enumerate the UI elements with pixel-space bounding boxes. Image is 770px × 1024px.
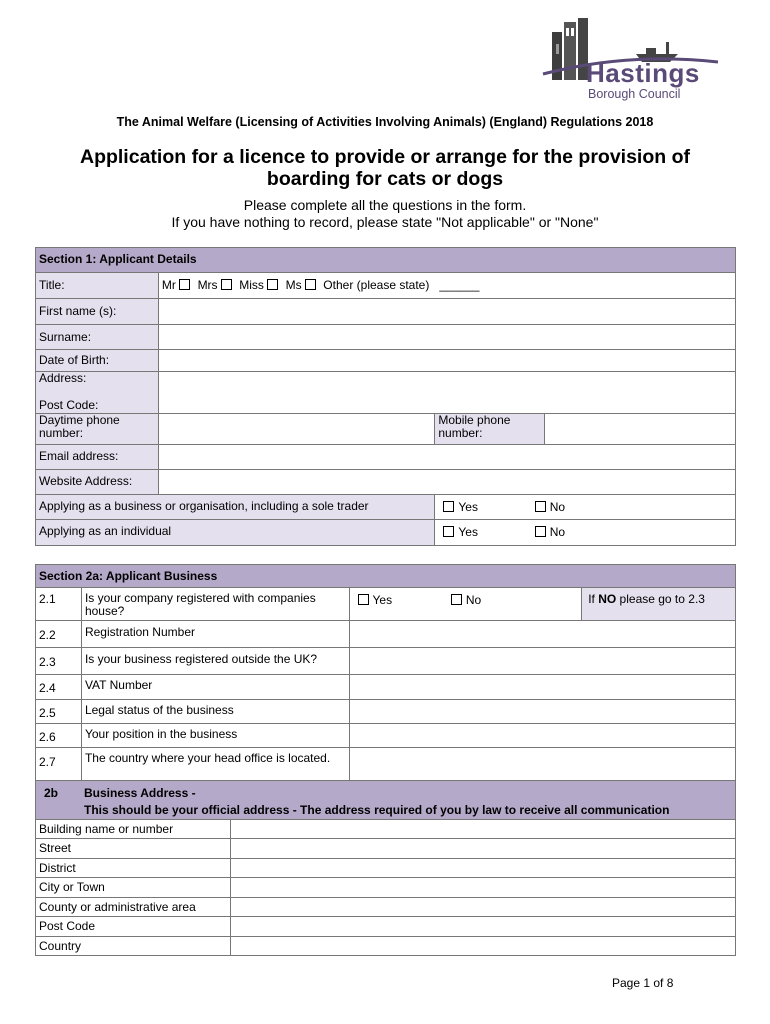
section-2b-table bbox=[35, 780, 736, 956]
individual-question: Applying as an individual bbox=[36, 520, 435, 546]
title-option-miss[interactable]: Miss bbox=[239, 279, 282, 292]
title-option-mr[interactable]: Mr bbox=[162, 279, 194, 292]
instruction-line-2: If you have nothing to record, please state "Not applicable" or "None" bbox=[171, 214, 599, 230]
address-field-label: Street bbox=[36, 839, 231, 859]
outside-uk-field[interactable] bbox=[349, 648, 736, 675]
address-field-label: County or administrative area bbox=[36, 898, 231, 917]
question-label: Is your company registered with companies house? bbox=[81, 588, 349, 621]
individual-yes-option[interactable]: Yes bbox=[443, 526, 531, 539]
mobile-phone-field[interactable] bbox=[545, 414, 736, 445]
head-office-country-field[interactable] bbox=[349, 748, 736, 781]
question-label: Legal status of the business bbox=[81, 700, 349, 724]
first-name-label: First name (s): bbox=[36, 299, 159, 325]
street-field[interactable] bbox=[230, 839, 735, 859]
legal-status-field[interactable] bbox=[349, 700, 736, 724]
registration-number-field[interactable] bbox=[349, 621, 736, 648]
country-field[interactable] bbox=[230, 937, 735, 956]
website-label: Website Address: bbox=[36, 470, 159, 495]
row-number: 2.1 bbox=[36, 588, 82, 621]
logo-name: Hastings bbox=[586, 58, 700, 88]
business-yes-option[interactable]: Yes bbox=[443, 501, 531, 514]
question-label: Registration Number bbox=[81, 621, 349, 648]
title-options bbox=[158, 273, 735, 299]
address-field-label: City or Town bbox=[36, 878, 231, 898]
regulation-heading: The Animal Welfare (Licensing of Activities Involving Animals) (England) Regulations 2018 bbox=[116, 115, 654, 129]
website-field[interactable] bbox=[158, 470, 735, 495]
checkbox-icon bbox=[443, 501, 454, 512]
title-other-field[interactable]: ______ bbox=[439, 278, 480, 292]
dob-label: Date of Birth: bbox=[36, 350, 159, 372]
vat-number-field[interactable] bbox=[349, 675, 736, 700]
position-field[interactable] bbox=[349, 724, 736, 748]
row-number: 2.6 bbox=[36, 724, 82, 748]
title-option-other[interactable]: Other (please state) bbox=[323, 278, 430, 292]
daytime-phone-label: Daytime phone number: bbox=[36, 414, 159, 445]
row-number: 2.2 bbox=[36, 621, 82, 648]
page-number: Page 1 of 8 bbox=[612, 976, 674, 990]
companies-house-no-option[interactable]: No bbox=[451, 594, 481, 607]
checkbox-icon bbox=[305, 279, 316, 290]
checkbox-icon bbox=[221, 279, 232, 290]
section-2a-heading: Section 2a: Applicant Business bbox=[36, 565, 736, 588]
title-label: Title: bbox=[36, 273, 159, 299]
section-2a-table bbox=[35, 564, 736, 781]
companies-house-yes-option[interactable]: Yes bbox=[358, 594, 448, 607]
section-1-heading: Section 1: Applicant Details bbox=[36, 248, 736, 273]
section-2b-subheading: This should be your official address - The address required of you by law to receive all communication bbox=[84, 803, 670, 817]
skip-note: If NO please go to 2.3 bbox=[582, 588, 736, 621]
checkbox-icon bbox=[451, 594, 462, 605]
checkbox-icon bbox=[267, 279, 278, 290]
page-title: Application for a licence to provide or arrange for the provision of boarding for cats or dogs bbox=[79, 146, 690, 190]
daytime-phone-field[interactable] bbox=[158, 414, 435, 445]
title-option-ms[interactable]: Ms bbox=[286, 279, 320, 292]
county-field[interactable] bbox=[230, 898, 735, 917]
row-number: 2.7 bbox=[36, 748, 82, 781]
individual-no-option[interactable]: No bbox=[535, 526, 565, 539]
individual-options bbox=[435, 520, 736, 546]
section-2b-number: 2b bbox=[44, 786, 59, 800]
instruction-line-1: Please complete all the questions in the form. bbox=[243, 197, 527, 213]
city-field[interactable] bbox=[230, 878, 735, 898]
section-1-table bbox=[35, 247, 736, 546]
row-number: 2.4 bbox=[36, 675, 82, 700]
section-2b-heading-cell bbox=[36, 781, 736, 820]
surname-field[interactable] bbox=[158, 325, 735, 350]
address-field-label: District bbox=[36, 859, 231, 878]
dob-field[interactable] bbox=[158, 350, 735, 372]
business-options bbox=[435, 495, 736, 520]
checkbox-icon bbox=[535, 526, 546, 537]
business-no-option[interactable]: No bbox=[535, 501, 565, 514]
address-field-label: Building name or number bbox=[36, 820, 231, 839]
title-option-mrs[interactable]: Mrs bbox=[198, 279, 236, 292]
surname-label: Surname: bbox=[36, 325, 159, 350]
checkbox-icon bbox=[443, 526, 454, 537]
checkbox-icon bbox=[358, 594, 369, 605]
building-field[interactable] bbox=[230, 820, 735, 839]
post-code-label: Post Code: bbox=[39, 398, 99, 412]
companies-house-options bbox=[349, 588, 582, 621]
checkbox-icon bbox=[179, 279, 190, 290]
district-field[interactable] bbox=[230, 859, 735, 878]
address-field-label: Post Code bbox=[36, 917, 231, 937]
mobile-phone-label: Mobile phone number: bbox=[435, 414, 545, 445]
question-label: The country where your head office is located. bbox=[81, 748, 349, 781]
instructions bbox=[60, 197, 710, 231]
address-label: Address: bbox=[39, 371, 87, 385]
row-number: 2.5 bbox=[36, 700, 82, 724]
logo-subtitle: Borough Council bbox=[588, 87, 681, 101]
row-number: 2.3 bbox=[36, 648, 82, 675]
first-name-field[interactable] bbox=[158, 299, 735, 325]
question-label: Is your business registered outside the UK? bbox=[81, 648, 349, 675]
address-label-cell bbox=[36, 372, 159, 414]
question-label: VAT Number bbox=[81, 675, 349, 700]
checkbox-icon bbox=[535, 501, 546, 512]
section-2b-heading: Business Address - bbox=[84, 786, 196, 800]
post-code-field[interactable] bbox=[230, 917, 735, 937]
council-logo bbox=[538, 14, 723, 104]
email-label: Email address: bbox=[36, 445, 159, 470]
question-label: Your position in the business bbox=[81, 724, 349, 748]
address-field[interactable] bbox=[158, 372, 735, 414]
email-field[interactable] bbox=[158, 445, 735, 470]
address-field-label: Country bbox=[36, 937, 231, 956]
business-question: Applying as a business or organisation, including a sole trader bbox=[36, 495, 435, 520]
